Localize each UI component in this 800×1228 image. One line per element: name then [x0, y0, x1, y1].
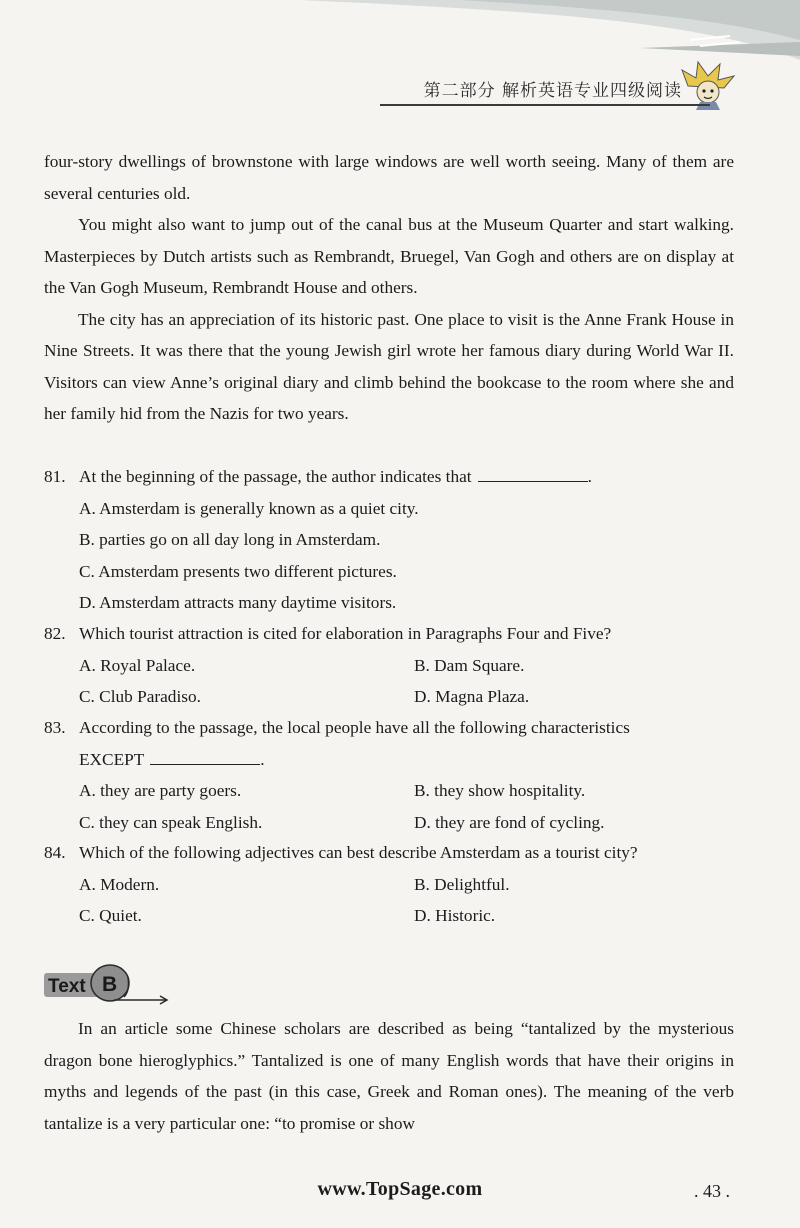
passage-paragraph: You might also want to jump out of the canal bus at the Museum Quarter and start walking. Masterpieces by Dutch artists such as Rembrandt, Bruegel, Van Gogh and others are on display at the Van Gogh Museum, Rembrandt House and others. [44, 215, 734, 297]
option-c: C. Amsterdam presents two different pictures. [79, 561, 397, 581]
question-82 [44, 618, 744, 713]
text-b-label-word: Text [48, 976, 86, 997]
header-rule [380, 104, 710, 106]
passage-paragraph: In an article some Chinese scholars are described as being “tantalized by the mysterious dragon bone hieroglyphics.” Tantalized is one of many English words that have their origins in myths and legends of the past (in this case, Greek and Roman ones). The meaning of the verb tantalize is a very particular one: “to promise or show [44, 1019, 734, 1133]
question-stem: Which tourist attraction is cited for elaboration in Paragraphs Four and Five? [79, 624, 612, 643]
passage-paragraph: The city has an appreciation of its historic past. One place to visit is the Anne Frank House in Nine Streets. It was there that the young Jewish girl wrote her famous diary during World War II. Visitors can view Anne’s original diary and climb behind the bookcase to the room where she and her family hid from the Nazis for two years. [44, 309, 734, 423]
option-b: B. Dam Square. [414, 655, 525, 675]
option-a: A. they are party goers. [79, 781, 242, 800]
option-c: C. Quiet. [79, 906, 142, 925]
option-d: D. Amsterdam attracts many daytime visitors. [79, 593, 397, 612]
option-a: A. Modern. [79, 874, 160, 894]
option-c: C. Club Paradiso. [79, 687, 201, 706]
text-b-label-letter: B [102, 973, 118, 996]
question-stem-continued: EXCEPT . [79, 744, 744, 776]
question-number: 84. [44, 843, 66, 862]
text-b-badge [44, 963, 184, 1007]
passage [44, 146, 734, 430]
passage-paragraph: four-story dwellings of brownstone with large windows are well worth seeing. Many of them are several centuries old. [44, 152, 734, 203]
option-b: B. Delightful. [414, 874, 510, 894]
option-b: B. they show hospitality. [414, 781, 586, 800]
question-stem: At the beginning of the passage, the author indicates that . [79, 461, 592, 493]
option-a: A. Amsterdam is generally known as a quiet city. [79, 498, 419, 518]
option-d: D. Historic. [414, 906, 496, 925]
question-number: 83. [44, 718, 66, 737]
section-title: 第二部分 解析英语专业四级阅读 [423, 81, 682, 101]
question-stem: According to the passage, the local people have all the following characteristics [79, 718, 630, 737]
page-number: . 43 . [694, 1181, 730, 1201]
question-84 [44, 837, 744, 932]
option-d: D. Magna Plaza. [414, 687, 530, 706]
option-a: A. Royal Palace. [79, 655, 196, 675]
question-number: 82. [44, 624, 66, 643]
option-b: B. parties go on all day long in Amsterdam. [79, 530, 381, 549]
text-b-passage [44, 1013, 734, 1139]
question-stem: Which of the following adjectives can best describe Amsterdam as a tourist city? [79, 843, 638, 862]
answer-blank [478, 461, 588, 482]
question-number: 81. [44, 467, 66, 486]
footer-url[interactable]: www.TopSage.com [317, 1178, 483, 1200]
question-83 [44, 712, 744, 838]
option-c: C. they can speak English. [79, 812, 263, 832]
answer-blank [150, 744, 260, 765]
question-81 [44, 461, 744, 619]
option-d: D. they are fond of cycling. [414, 812, 605, 832]
